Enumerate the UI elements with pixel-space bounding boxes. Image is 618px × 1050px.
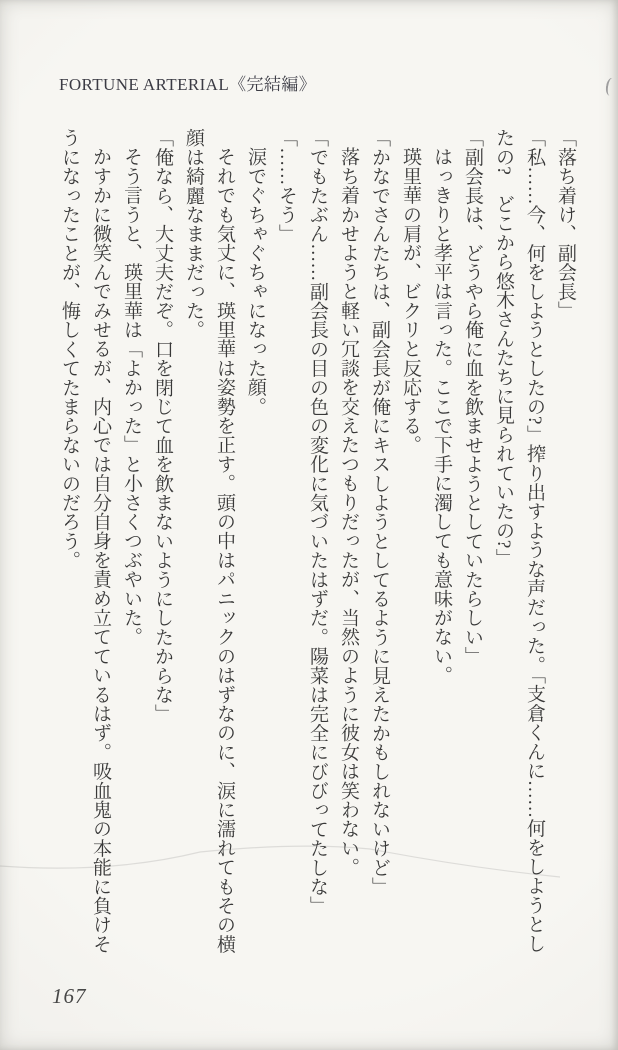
paragraph: 「かなでさんたちは、副会長が俺にキスしようとしてるように見えたかもしれないけど」: [369, 128, 390, 896]
paragraph: そう言うと、瑛里華は「よかった」と小さくつぶやいた。: [121, 147, 142, 647]
paragraph: 「でもたぶん……副会長の目の色の変化に気づいたはずだ。陽菜は完全にびびってたしな」: [307, 128, 328, 916]
running-header: FORTUNE ARTERIAL《完結編》: [59, 75, 317, 94]
paragraph: それでも気丈に、瑛里華は姿勢を正す。頭の中はパニックのはずなのに、涙に濡れてもその横顔は綺麗なままだった。: [183, 128, 235, 954]
paragraph: 「俺なら、大丈夫だぞ。口を閉じて血を飲まないようにしたからな」: [152, 128, 173, 724]
scan-edge-mark: [605, 77, 617, 96]
paragraph: 瑛里華の肩が、ビクリと反応する。: [400, 147, 421, 455]
paragraph: 「落ち着け、副会長」: [555, 128, 576, 320]
page-number: 167: [52, 984, 87, 1008]
paragraph: 涙でぐちゃぐちゃになった顔。: [245, 147, 266, 416]
paragraph: はっきりと孝平は言った。ここで下手に濁しても意味がない。: [431, 147, 452, 685]
paragraph: 落ち着かせようと軽い冗談を交えたつもりだったが、当然のように彼女は笑わない。: [338, 147, 359, 877]
paragraph: 「……そう」: [276, 128, 297, 244]
paragraph: かすかに微笑んでみせるが、内心では自分自身を責め立てているはず。吸血鬼の本能に負けそうになったことが、悔しくてたまらないのだろう。: [59, 128, 111, 954]
text-block: [35, 128, 581, 954]
paragraph: 「私……今、何をしようとしたの?」搾り出すような声だった。「支倉くんに……何をしようとしたの? どこから悠木さんたちに見られていたの?」: [493, 128, 545, 953]
paragraph: 「副会長は、どうやら俺に血を飲ませようとしていたらしい」: [462, 128, 483, 666]
